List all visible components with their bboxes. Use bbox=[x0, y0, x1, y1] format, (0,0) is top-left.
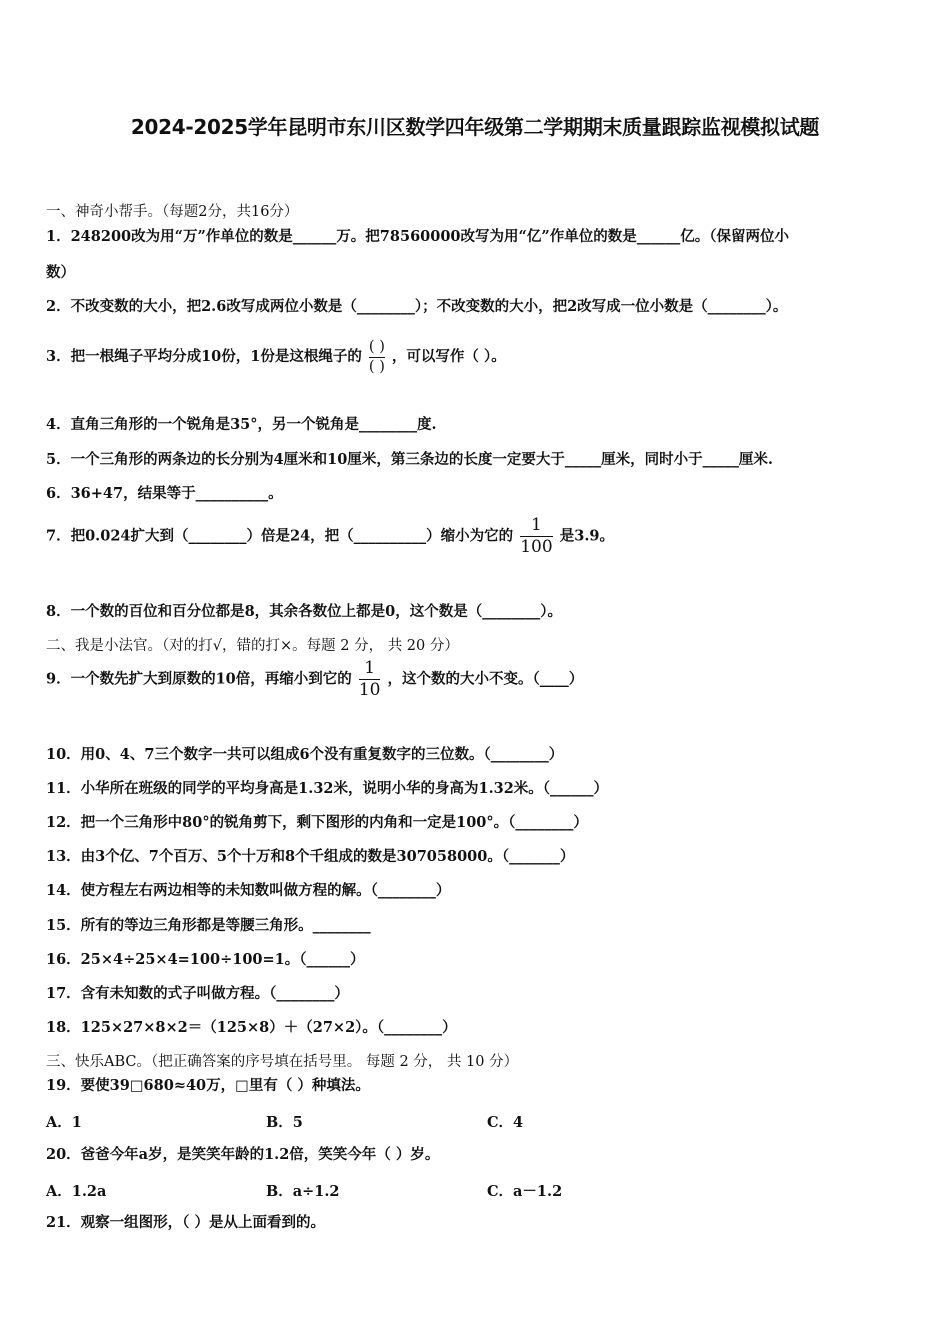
question-1-line-1: 1．248200改为用“万”作单位的数是______万。把78560000改写为用“亿”作单位的数是______亿。（保留两位小 bbox=[46, 228, 789, 245]
section-1-heading: 一、神奇小帮手。（每题2分，共16分） bbox=[46, 204, 299, 220]
question-12: 12．把一个三角形中80°的锐角剪下，剩下图形的内角和一定是100°。（________） bbox=[46, 814, 588, 831]
fraction-denominator: ( ) bbox=[368, 358, 385, 375]
fraction-blank bbox=[369, 340, 385, 374]
section-2-heading: 二、我是小法官。（对的打√，错的打×。每题 2 分， 共 20 分） bbox=[46, 638, 459, 654]
question-7-before: 7．把0.024扩大到（________）倍是24，把（__________）缩小为它的 bbox=[46, 527, 514, 545]
question-18: 18．125×27×8×2＝（125×8）＋（27×2）。（________） bbox=[46, 1019, 457, 1036]
fraction-numerator: 1 bbox=[364, 658, 376, 678]
question-15: 15．所有的等边三角形都是等腰三角形。________ bbox=[46, 917, 371, 934]
question-3-before: 3．把一根绳子平均分成10份，1份是这根绳子的 bbox=[46, 348, 362, 365]
question-16: 16．25×4÷25×4=100÷100=1。（______） bbox=[46, 951, 365, 968]
fraction-numerator: 1 bbox=[531, 515, 542, 535]
option-c: C．4 bbox=[487, 1114, 524, 1131]
question-7-after: 是3.9。 bbox=[559, 527, 614, 545]
fraction-one-hundredth bbox=[520, 517, 552, 556]
question-20: 20．爸爸今年a岁，是笑笑年龄的1.2倍，笑笑今年（ ）岁。 bbox=[46, 1146, 440, 1163]
option-c: C．a－1.2 bbox=[487, 1183, 563, 1200]
question-9-after: ，这个数的大小不变。（____） bbox=[387, 670, 584, 688]
fraction-denominator: 100 bbox=[520, 537, 553, 557]
question-11: 11．小华所在班级的同学的平均身高是1.32米，说明小华的身高为1.32米。（______） bbox=[46, 780, 609, 797]
question-4: 4．直角三角形的一个锐角是35°，另一个锐角是________度. bbox=[46, 416, 437, 433]
question-6: 6．36+47，结果等于__________。 bbox=[46, 485, 283, 502]
question-21: 21．观察一组图形，（ ）是从上面看到的。 bbox=[46, 1214, 325, 1231]
option-a: A．1.2a bbox=[46, 1183, 107, 1200]
fraction-numerator: ( ) bbox=[368, 339, 385, 355]
question-14: 14．使方程左右两边相等的未知数叫做方程的解。（________） bbox=[46, 882, 451, 899]
question-1-line-2: 数） bbox=[46, 264, 75, 281]
question-9 bbox=[46, 660, 583, 699]
option-b: B．5 bbox=[266, 1114, 303, 1131]
question-8: 8．一个数的百位和百分位都是8，其余各数位上都是0，这个数是（________）。 bbox=[46, 603, 563, 620]
question-3 bbox=[46, 340, 506, 374]
option-a: A．1 bbox=[46, 1114, 82, 1131]
question-5: 5．一个三角形的两条边的长分别为4厘米和10厘米，第三条边的长度一定要大于_____厘米，同时小于_____厘米. bbox=[46, 451, 773, 468]
question-7 bbox=[46, 517, 614, 556]
question-2: 2．不改变数的大小，把2.6改写成两位小数是（________）；不改变数的大小，把2改写成一位小数是（________）。 bbox=[46, 298, 788, 315]
page-title: 2024-2025学年昆明市东川区数学四年级第二学期期末质量跟踪监视模拟试题 bbox=[130, 115, 820, 139]
question-13: 13．由3个亿、7个百万、5个十万和8个千组成的数是307058000。（_______） bbox=[46, 848, 575, 865]
fraction-bar bbox=[369, 357, 385, 358]
question-17: 17．含有未知数的式子叫做方程。（________） bbox=[46, 985, 349, 1002]
question-10: 10．用0、4、7三个数字一共可以组成6个没有重复数字的三位数。（________） bbox=[46, 746, 564, 763]
fraction-one-tenth bbox=[359, 660, 381, 699]
question-19: 19．要使39□680≈40万，□里有（ ）种填法。 bbox=[46, 1077, 370, 1094]
option-b: B．a÷1.2 bbox=[266, 1183, 340, 1200]
question-3-after: ，可以写作（ ）。 bbox=[391, 348, 506, 365]
section-3-heading: 三、快乐ABC。（把正确答案的序号填在括号里。 每题 2 分， 共 10 分） bbox=[46, 1054, 519, 1070]
question-9-before: 9．一个数先扩大到原数的10倍，再缩小到它的 bbox=[46, 670, 352, 688]
fraction-denominator: 10 bbox=[358, 680, 381, 700]
